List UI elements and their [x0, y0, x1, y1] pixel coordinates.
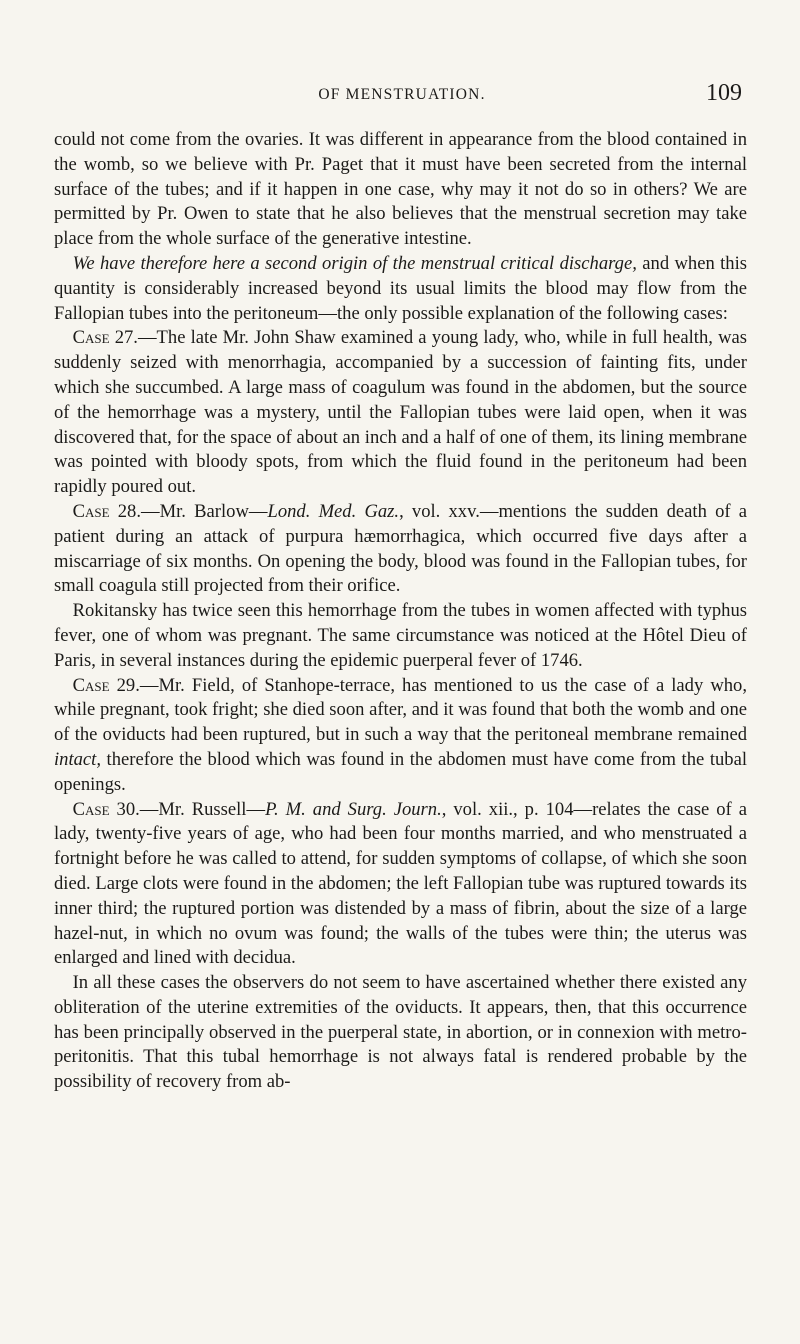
paragraph-text: , vol. xxv.—mentions the sudden death of a patient during an attack of purpura hæmorrhagica, which occurred five days after a miscarriage of six months. On opening the body, blood was found in the Fallopian tubes, for small coagula still projected from their orifice.	[54, 500, 748, 597]
italic-phrase: We have therefore here a second origin of the menstrual critical discharge,	[72, 252, 637, 274]
paragraph-8	[54, 971, 747, 1095]
paragraph-text: , vol. xii., p. 104—relates the case of a lady, twenty-five years of age, who had been four months married, and who menstruated a fortnight before he was called to attend, for sudden symptoms of collapse, of which she soon died. Large clots were found in the abdomen; the left Fallopian tube was ruptured towards its inner third; the ruptured portion was distended by a mass of fibrin, about the size of a large hazel-nut, in which no ovum was found; the walls of the tubes were thin; the uterus was enlarged and lined with decidua.	[54, 798, 747, 969]
italic-word: intact,	[54, 748, 101, 770]
journal-reference: P. M. and Surg. Journ.	[265, 798, 442, 820]
paragraph-2	[54, 252, 747, 326]
case-30-paragraph	[54, 798, 747, 972]
paragraph-text: —Mr. Field, of Stanhope-terrace, has mentioned to us the case of a lady who, while pregnant, took fright; she died soon after, and it was found that both the womb and one of the oviducts had been ruptured, but in such a way that the peritoneal membrane remained	[54, 674, 748, 746]
paragraph-text: and when this quantity is considerably increased beyond its usual limits the blood may flow from the Fallopian tubes into the peritoneum—the only possible explanation of the following cases:	[54, 252, 747, 324]
case-label: Case 28.	[72, 500, 141, 522]
body-text	[54, 128, 747, 1095]
case-label: Case 29.	[72, 674, 140, 696]
journal-reference: Lond. Med. Gaz.	[267, 500, 400, 522]
case-label: Case 27.	[72, 327, 138, 349]
paragraph-1: could not come from the ovaries. It was different in appearance from the blood contained in the womb, so we believe with Pr. Paget that it must have been secreted from the internal surface of the tubes; and if it happen in one case, why may it not do so in others? We are permitted by Pr. Owen to state that he also believes that the menstrual secretion may take place from the whole surface of the generative intestine.	[54, 129, 747, 250]
paragraph-5	[54, 599, 747, 673]
case-29-paragraph	[54, 674, 747, 798]
page-number: 109	[706, 80, 742, 106]
paragraph-text: —Mr. Barlow—	[141, 500, 268, 522]
paragraph-text: therefore the blood which was found in the abdomen must have come from the tubal openings.	[54, 748, 747, 795]
running-header	[54, 80, 750, 110]
running-title: OF MENSTRUATION.	[318, 86, 486, 103]
case-28-paragraph	[54, 500, 747, 599]
case-27-paragraph	[54, 326, 747, 500]
paragraph-text: In all these cases the observers do not seem to have ascertained whether there existed any obliteration of the uterine extremities of the oviducts. It appears, then, that this occurrence has been principally observed in the puerperal state, in abortion, or in connexion with metro-peritonitis. That this tubal hemorrhage is not always fatal is rendered probable by the possibility of recovery from ab-	[54, 972, 747, 1093]
paragraph-text: Rokitansky has twice seen this hemorrhage from the tubes in women affected with typhus fever, one of whom was pregnant. The same circumstance was noticed at the Hôtel Dieu of Paris, in several instances during the epidemic puerperal fever of 1746.	[54, 600, 747, 671]
paragraph-text: —The late Mr. John Shaw examined a young lady, who, while in full health, was suddenly seized with menorrhagia, accompanied by a succession of fainting fits, under which she succumbed. A large mass of coagulum was found in the abdomen, but the source of the hemorrhage was a mystery, until the Fallopian tubes were laid open, when it was discovered that, for the space of about an inch and a half of one of them, its lining membrane was pointed with bloody spots, from which the fluid found in the peritoneum had been rapidly poured out.	[54, 327, 747, 498]
paragraph-text: —Mr. Russell—	[139, 798, 266, 820]
case-label: Case 30.	[72, 798, 140, 820]
